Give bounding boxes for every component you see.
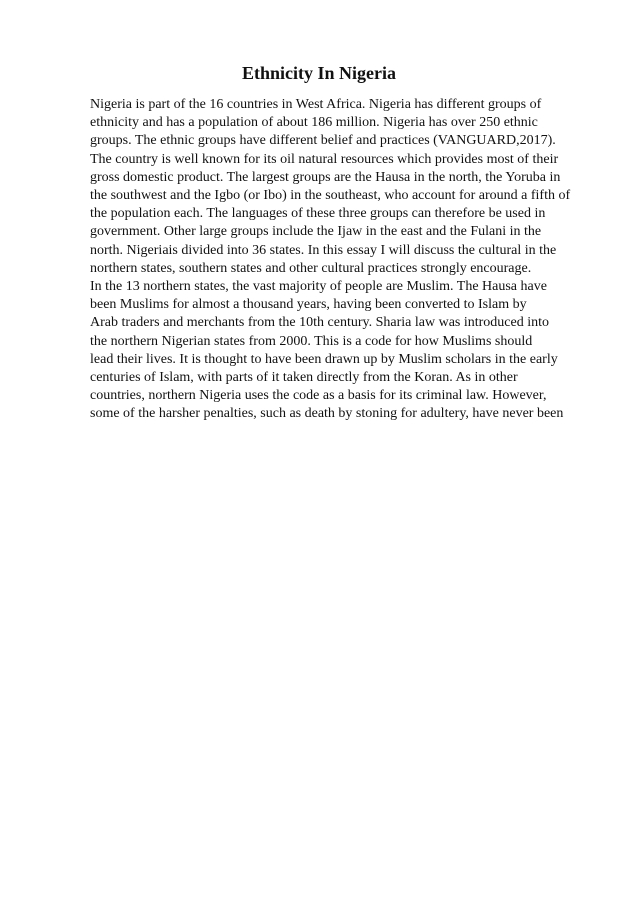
text-line: groups. The ethnic groups have different belief and practices (VANGUARD,2017). (90, 133, 556, 149)
text-line: The country is well known for its oil natural resources which provides most of their (90, 151, 559, 167)
text-line: Arab traders and merchants from the 10th century. Sharia law was introduced into (90, 315, 549, 331)
text-line: the population each. The languages of these three groups can therefore be used in (90, 206, 546, 222)
text-line: gross domestic product. The largest groups are the Hausa in the north, the Yoruba in (90, 169, 561, 185)
text-line: the southwest and the Igbo (or Ibo) in the southeast, who account for around a fifth of (90, 188, 571, 204)
text-line: Nigeria is part of the 16 countries in West Africa. Nigeria has different groups of (90, 97, 542, 112)
text-line: countries, northern Nigeria uses the code as a basis for its criminal law. However, (90, 388, 547, 404)
text-line: lead their lives. It is thought to have been drawn up by Muslim scholars in the early (90, 351, 558, 367)
document-body (90, 96, 638, 424)
document-title: Ethnicity In Nigeria (241, 63, 396, 83)
text-line: north. Nigeriais divided into 36 states. In this essay I will discuss the cultural in the (90, 242, 557, 258)
text-line: government. Other large groups include the Ijaw in the east and the Fulani in the (90, 224, 542, 240)
text-line: centuries of Islam, with parts of it taken directly from the Koran. As in other (90, 370, 518, 386)
text-line: been Muslims for almost a thousand years, having been converted to Islam by (90, 297, 527, 313)
text-line: some of the harsher penalties, such as death by stoning for adultery, have never been (90, 406, 564, 422)
text-line: ethnicity and has a population of about 186 million. Nigeria has over 250 ethnic (90, 115, 538, 131)
text-line: northern states, southern states and other cultural practices strongly encourage. (90, 260, 532, 276)
text-line: In the 13 northern states, the vast majority of people are Muslim. The Hausa have (90, 279, 547, 295)
text-line: the northern Nigerian states from 2000. This is a code for how Muslims should (90, 333, 533, 349)
